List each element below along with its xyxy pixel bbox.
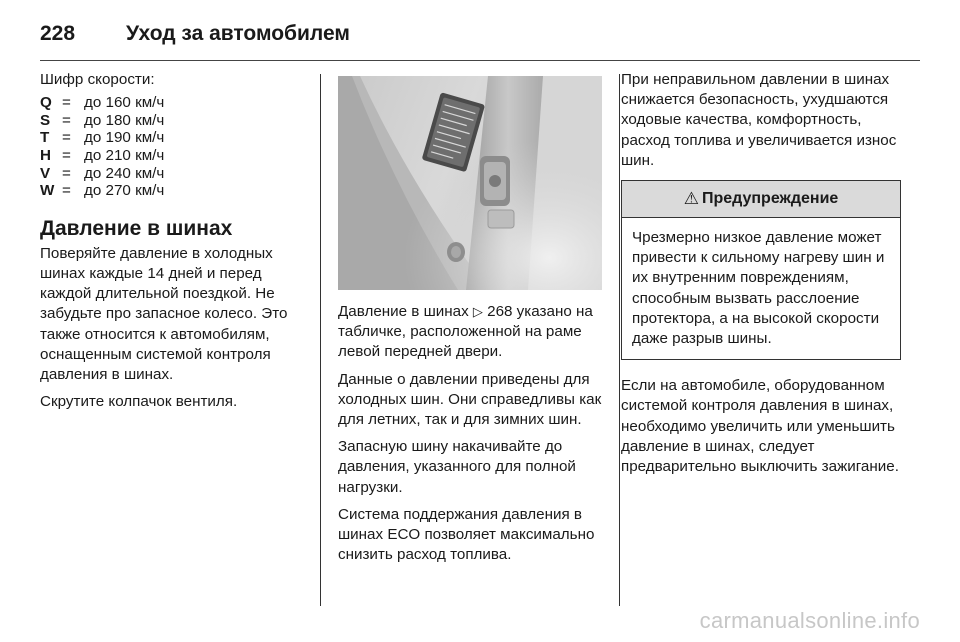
speed-code-equals: = <box>62 146 71 164</box>
watermark: carmanualsonline.info <box>699 608 920 633</box>
warning-title: Предупреждение <box>701 189 839 207</box>
speed-code-equals: = <box>62 129 71 147</box>
speed-code-value: до 240 км/ч <box>84 164 165 182</box>
door-frame-photo <box>338 76 602 290</box>
speed-code-equals: = <box>62 164 71 182</box>
speed-code-caption: Шифр скорости: <box>40 71 155 88</box>
tpms-adjust-paragraph: Если на автомобиле, оборудованном системой контроля давления в шинах, необходимо увеличить или уменьшить давление в шинах, следует предварительно выключить зажигание. <box>621 377 899 476</box>
warning-text: Чрезмерно низкое давление может привести к сильному нагреву шин и их внутренним повреждениям, способным вызвать расслоение протектора, а на высокой скорости даже разрыв шины. <box>632 229 885 348</box>
speed-code-letter: Q <box>40 94 52 112</box>
cold-tires-paragraph: Данные о давлении приведены для холодных шин. Они справедливы как для летних, так и для зимних шин. <box>338 370 602 429</box>
speed-code-row <box>40 147 164 165</box>
speed-code-row <box>40 129 164 147</box>
speed-code-value: до 270 км/ч <box>84 182 165 200</box>
speed-code-letter: V <box>40 164 51 182</box>
speed-code-letter: H <box>40 146 51 164</box>
incorrect-pressure-paragraph: При неправильном давлении в шинах снижается безопасность, ухудшаются ходовые качества, комфортность, расход топлива и увеличивается износ шин. <box>621 71 897 169</box>
warning-header <box>622 181 900 218</box>
speed-code-letter: T <box>40 129 50 147</box>
page-reference-icon: ▷ <box>472 304 483 319</box>
page-title: Уход за автомобилем <box>126 22 350 45</box>
speed-code-table <box>40 94 164 200</box>
speed-code-value: до 180 км/ч <box>84 111 165 129</box>
spare-tire-paragraph: Запасную шину накачивайте до давления, указанного для полной нагрузки. <box>338 438 576 496</box>
column-right <box>621 70 901 484</box>
speed-code-equals: = <box>62 111 71 129</box>
pressure-label-text-start: Давление в шинах <box>338 303 473 320</box>
column-left <box>40 70 308 419</box>
page-header <box>40 14 920 54</box>
speed-code-value: до 210 км/ч <box>84 146 165 164</box>
valve-cap-paragraph: Скрутите колпачок вентиля. <box>40 393 238 411</box>
speed-code-value: до 190 км/ч <box>84 129 165 147</box>
column-divider-left <box>320 74 321 606</box>
section-heading-tire-pressure: Давление в шинах <box>40 216 233 240</box>
warning-triangle-icon: ⚠ <box>683 188 699 208</box>
speed-code-letter: S <box>40 111 51 129</box>
speed-code-row <box>40 165 164 183</box>
pressure-label-paragraph <box>338 302 602 363</box>
header-rule <box>40 60 920 61</box>
speed-code-value: до 160 км/ч <box>84 94 165 112</box>
speed-code-row <box>40 112 164 130</box>
pressure-label-text-end: 268 указано на табличке, расположенной на раме левой передней двери. <box>338 303 593 361</box>
tire-pressure-paragraph: Поверяйте давление в холодных шинах каждые 14 дней и перед каждой длительной поездкой. Не забудьте про запасное колесо. Это также относится к автомобилям, оснащенным системой контроля давления в шинах. <box>40 244 288 383</box>
eco-paragraph: Система поддержания давления в шинах ECO позволяет максимально снизить расход топлива. <box>338 505 595 564</box>
page-number: 228 <box>40 22 76 45</box>
speed-code-equals: = <box>62 94 71 112</box>
speed-code-equals: = <box>62 182 71 200</box>
speed-code-letter: W <box>40 182 55 200</box>
speed-code-row <box>40 94 164 112</box>
speed-code-row <box>40 182 164 200</box>
column-middle <box>338 70 602 572</box>
column-divider-right <box>619 74 620 606</box>
warning-box <box>621 180 901 360</box>
